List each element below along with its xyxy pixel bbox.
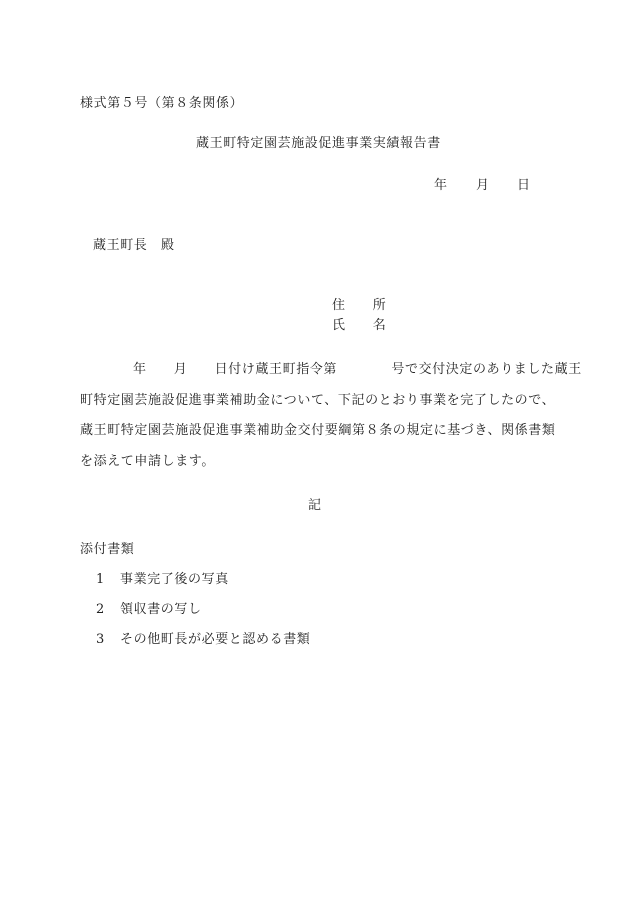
name-label: 氏 名 bbox=[332, 318, 387, 333]
attachment-number: 3 bbox=[96, 632, 105, 647]
attachment-item: その他町長が必要と認める書類 bbox=[120, 632, 311, 647]
form-number: 様式第５号（第８条関係） bbox=[80, 96, 244, 111]
body-line-2: 町特定園芸施設促進事業補助金について、下記のとおり事業を完了したので、 bbox=[80, 393, 556, 408]
date-year: 年 bbox=[434, 178, 448, 193]
attachment-item: 領収書の写し bbox=[120, 602, 202, 617]
addressee: 蔵王町長 殿 bbox=[93, 238, 175, 253]
attachments-heading: 添付書類 bbox=[80, 542, 135, 557]
attachment-number: 2 bbox=[96, 602, 105, 617]
attachment-item: 事業完了後の写真 bbox=[120, 572, 229, 587]
body-line-4: を添えて申請します。 bbox=[80, 454, 215, 469]
address-label: 住 所 bbox=[332, 298, 387, 313]
body-line-1: 年 月 日付け蔵王町指令第 号で交付決定のありました蔵王 bbox=[133, 362, 582, 377]
date-month: 月 bbox=[476, 178, 490, 193]
attachment-number: 1 bbox=[96, 572, 105, 587]
body-line-3: 蔵王町特定園芸施設促進事業補助金交付要綱第８条の規定に基づき、関係書類 bbox=[80, 423, 556, 438]
document-title: 蔵王町特定園芸施設促進事業実績報告書 bbox=[196, 136, 441, 151]
ki-note-heading: 記 bbox=[308, 498, 322, 513]
date-day: 日 bbox=[517, 178, 531, 193]
